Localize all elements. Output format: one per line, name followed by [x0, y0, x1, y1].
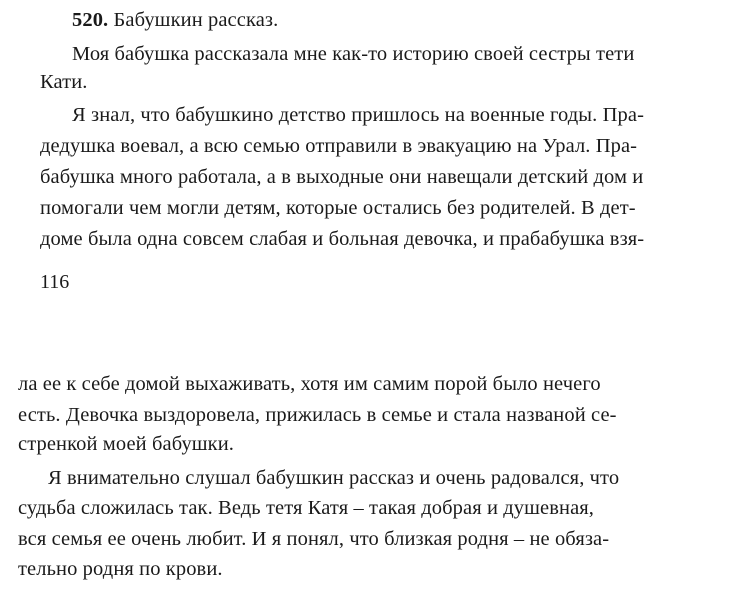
text-line: помогали чем могли детям, которые остались без родителей. В дет- [40, 197, 636, 219]
text-line: Моя бабушка рассказала мне как-то историю своей сестры тети [72, 43, 635, 65]
text-line: Кати. [40, 71, 88, 93]
exercise-number: 520. [72, 9, 109, 31]
text-line: Я внимательно слушал бабушкин рассказ и очень радовался, что [48, 467, 620, 489]
text-line: доме была одна совсем слабая и больная девочка, и прабабушка взя- [40, 228, 645, 250]
text-line: дедушка воевал, а всю семью отправили в эвакуацию на Урал. Пра- [40, 135, 638, 157]
text-line: ла ее к себе домой выхаживать, хотя им самим порой было нечего [18, 373, 601, 395]
text-line: тельно родня по крови. [18, 558, 223, 580]
exercise-heading [72, 8, 278, 32]
text-line: стренкой моей бабушки. [18, 433, 235, 455]
text-line: есть. Девочка выздоровела, прижилась в семье и стала названой се- [18, 404, 617, 426]
text-line: судьба сложилась так. Ведь тетя Катя – такая добрая и душевная, [18, 497, 595, 519]
text-line: вся семья ее очень любит. И я понял, что близкая родня – не обяза- [18, 528, 610, 550]
page-number: 116 [40, 271, 70, 293]
exercise-title: Бабушкин рассказ. [113, 9, 279, 31]
text-line: Я знал, что бабушкино детство пришлось на военные годы. Пра- [72, 104, 645, 126]
text-line: бабушка много работала, а в выходные они навещали детский дом и [40, 166, 644, 188]
